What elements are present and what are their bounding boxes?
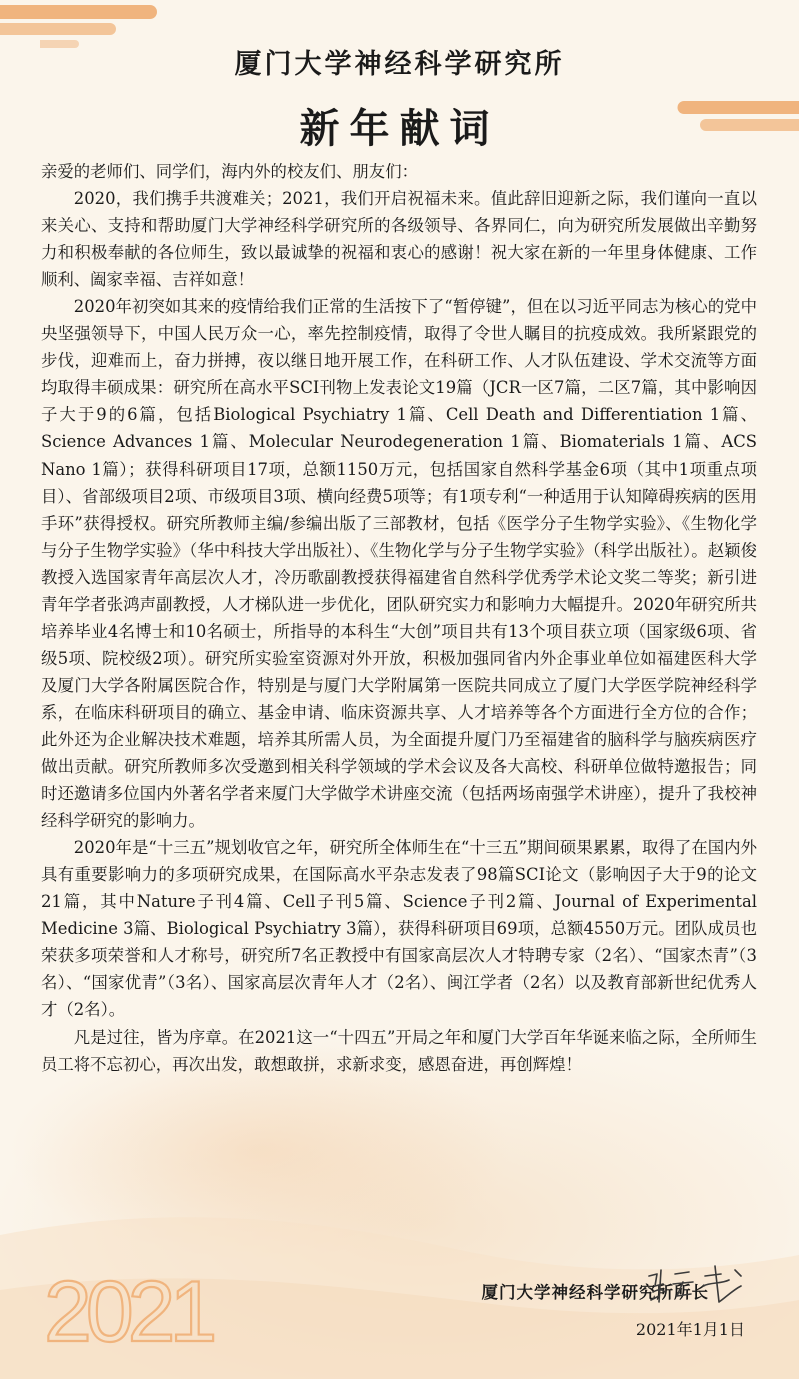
paragraph: 凡是过往，皆为序章。在2021这一“十四五”开局之年和厦门大学百年华诞来临之际，全所师生员工将不忘初心，再次出发，敢想敢拼，求新求变，感恩奋进，再创辉煌！	[41, 1027, 757, 1074]
year-2021-logo	[42, 1264, 212, 1360]
handwritten-signature	[645, 1262, 763, 1308]
page-title: 新年献词	[299, 105, 500, 152]
year-mark-text: 2021	[44, 1264, 212, 1360]
signatory-title: 厦门大学神经科学研究所所长	[481, 1283, 709, 1302]
salutation: 亲爱的老师们、同学们，海内外的校友们、朋友们：	[41, 162, 418, 181]
signing-date: 2021年1月1日	[635, 1320, 745, 1339]
paragraph: 2020年是“十三五”规划收官之年，研究所全体师生在“十三五”期间硕果累累，取得了在国内外具有重要影响力的多项研究成果，在国际高水平杂志发表了98篇SCI论文（影响因子大于9的论文21篇，其中Nature子刊4篇、Cell子刊5篇、Science子刊2篇、Journal of Experimental Medicine 3篇、Biological Psychiatry 3篇），获得科研项目69项，总额4550万元。团队成员也荣获多项荣誉和人才称号，研究所7名正教授中有国家高层次人才特聘专家（2名）、“国家杰青”（3名）、“国家优青”（3名）、国家高层次青年人才（2名）、闽江学者（2名）以及教育部新世纪优秀人才（2名）。	[41, 838, 757, 1020]
institute-title: 厦门大学神经科学研究所	[234, 49, 565, 80]
paragraph: 2020年初突如其来的疫情给我们正常的生活按下了“暂停键”，但在以习近平同志为核心的党中央坚强领导下，中国人民万众一心，率先控制疫情，取得了令世人瞩目的抗疫成效。我所紧跟党的步伐，迎难而上，奋力拼搏，夜以继日地开展工作，在科研工作、人才队伍建设、学术交流等方面均取得丰硕成果：研究所在高水平SCI刊物上发表论文19篇（JCR一区7篇，二区7篇，其中影响因子大于9的6篇，包括Biological Psychiatry 1篇、Cell Death and Differentiation 1篇、Science Advances 1篇、Molecular Neurodegeneration 1篇、Biomaterials 1篇、ACS Nano 1篇）；获得科研项目17项，总额1150万元，包括国家自然科学基金6项（其中1项重点项目）、省部级项目2项、市级项目3项、横向经费5项等；有1项专利“一种适用于认知障碍疾病的医用手环”获得授权。研究所教师主编/参编出版了三部教材，包括《医学分子生物学实验》、《生物化学与分子生物学实验》（华中科技大学出版社）、《生物化学与分子生物学实验》（科学出版社）。赵颖俊教授入选国家青年高层次人才，冷历歌副教授获得福建省自然科学优秀学术论文奖二等奖；新引进青年学者张鸿声副教授，人才梯队进一步优化，团队研究实力和影响力大幅提升。2020年研究所共培养毕业4名博士和10名硕士，所指导的本科生“大创”项目共有13个项目获立项（国家级6项、省级5项、院校级2项）。研究所实验室资源对外开放，积极加强同省内外企事业单位如福建医科大学及厦门大学各附属医院合作，特别是与厦门大学附属第一医院共同成立了厦门大学医学院神经科学系，在临床科研项目的确立、基金申请、临床资源共享、人才培养等各个方面进行全方位的合作；此外还为企业解决技术难题，培养其所需人员，为全面提升厦门乃至福建省的脑科学与脑疾病医疗做出贡献。研究所教师多次受邀到相关科学领域的学术会议及各大高校、科研单位做特邀报告；同时还邀请多位国内外著名学者来厦门大学做学术讲座交流（包括两场南强学术讲座），提升了我校神经科学研究的影响力。	[41, 297, 757, 831]
paragraph: 2020，我们携手共渡难关；2021，我们开启祝福未来。值此辞旧迎新之际，我们谨向一直以来关心、支持和帮助厦门大学神经科学研究所的各级领导、各界同仁，向为研究所发展做出辛勤努力和积极奉献的各位师生，致以最诚挚的祝福和衷心的感谢！祝大家在新的一年里身体健康、工作顺利、阖家幸福、吉祥如意！	[41, 189, 757, 290]
letter-body	[41, 158, 757, 1078]
